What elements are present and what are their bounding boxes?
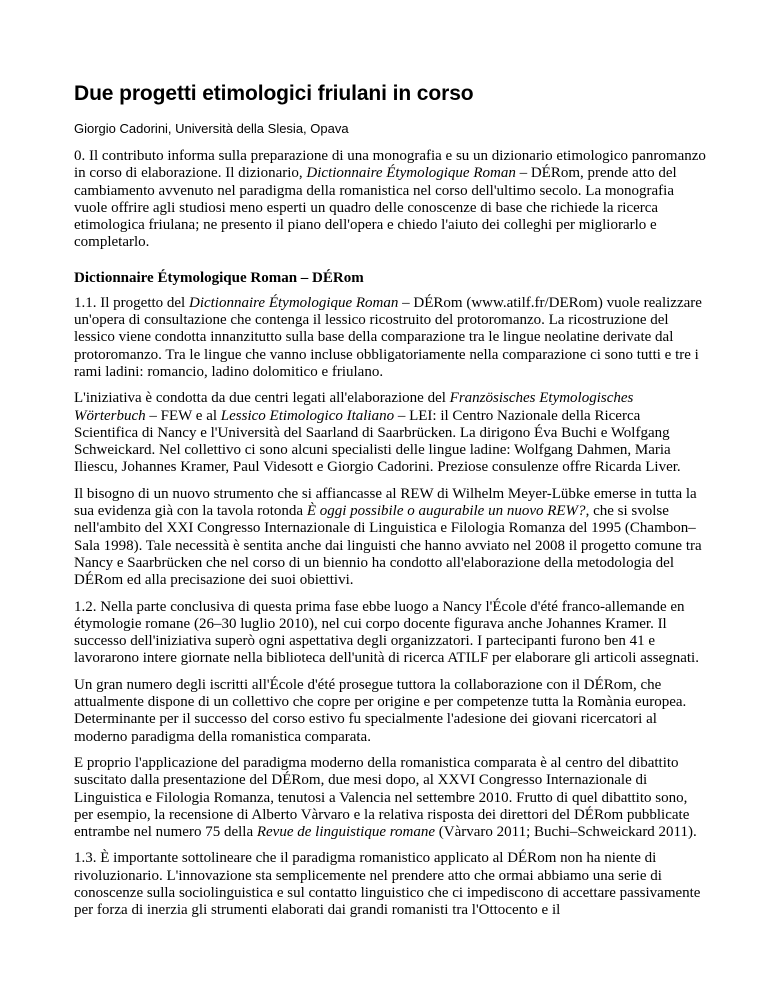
paragraph-need [74,486,706,590]
text-run: E proprio l'applicazione del paradigma moderno della romanistica comparata è al centro del dibattito suscitato dalla presentazione del DÉRom, due mesi dopo, al XXVI Congresso Internazionale di Linguistica e Filologia Romanza, tenutosi a Valencia nel settembre 2010. Frutto di quel dibattito sono, per esempio, la recensione di Alberto Vàrvaro e la relativa risposta dei direttori del DÉRom pubblicate entrambe nel numero 75 della [74,754,690,841]
paragraph-initiative [74,390,706,476]
text-run: – DÉRom, prende atto del cambiamento avvenuto nel paradigma della romanistica nel corso dell'ultimo secolo. La monografia vuole offrire agli studiosi meno esperti un quadro delle conoscenze di base che richiede la ricerca etimologica friulana; ne presento il piano dell'opera e chiedo l'aiuto dei colleghi per migliorarlo e completarlo. [74,165,677,251]
paragraph-1-1 [74,295,706,381]
paragraph-1-3: 1.3. È importante sottolineare che il paradigma romanistico applicato al DÉRom non ha niente di rivoluzionario. L'innovazione sta semplicemente nel prendere atto che ormai abbiamo una serie di conoscenze sulla sociolinguistica e sul contatto linguistico che ci impediscono di accettare passivamente per forza di inerzia gli strumenti elaborati dai grandi romanisti tra l'Ottocento e il [74,850,701,919]
text-run: L'iniziativa è condotta da due centri legati all'elaborazione del [74,390,450,407]
italic-title: Dictionnaire Étymologique Roman [188,294,399,311]
italic-title: Dictionnaire Étymologique Roman [306,165,516,182]
text-run: Il bisogno di un nuovo strumento che si affiancasse al REW di Wilhelm Meyer-Lübke emerse in tutta la sua evidenza già con la tavola rotonda [74,485,697,520]
text-run: (Vàrvaro 2011; Buchi–Schweickard 2011). [435,824,697,841]
document-body [74,148,706,929]
paragraph-intro [74,148,706,252]
author-line: Giorgio Cadorini, Università della Slesia, Opava [74,121,349,136]
italic-title: Französisches Etymologisches Wörterbuch [74,390,634,424]
italic-title: Revue de linguistique romane [256,824,436,841]
text-run: – DÉRom (www.atilf.fr/DERom) vuole realizzare un'opera di consultazione che contenga il lessico ricostruito del protoromanzo. La ricostruzione del lessico viene condotta innanzitutto sulla base della comparazione tra le lingue neolatine derivate dal protoromanzo. Tra le lingue che vanno incluse obbligatoriamente nella comparazione ci sono tutti e tre i rami ladini: romancio, ladino dolomitico e friulano. [74,294,702,380]
document-title: Due progetti etimologici friulani in corso [74,82,474,105]
paragraph-1-2: 1.2. Nella parte conclusiva di questa prima fase ebbe luogo a Nancy l'École d'été franco-allemande en étymologie romane (26–30 luglio 2010), nel cui corpo docente figurava anche Johannes Kramer. Il successo dell'iniziativa superò ogni aspettativa degli organizzatori. I partecipanti furono ben 41 e lavorarono intere giornate nella biblioteca dell'unità di ricerca ATILF per elaborare gli articoli assegnati. [74,598,699,667]
text-run: – FEW e al [145,407,221,424]
text-run: , che si svolse nell'ambito del XXI Congresso Internazionale di Linguistica e Filologia Romanza del 1995 (Chambon–Sala 1998). Tale necessità è sentita anche dai linguisti che hanno avviato nel 2008 il progetto comune tra Nancy e Saarbrücken che nel corso di un biennio ha condotto all'elaborazione della metodologia del DÉRom ed alla precisazione dei suoi obiettivi. [74,503,702,589]
section-heading: Dictionnaire Étymologique Roman – DÉRom [74,269,364,286]
text-run: 0. Il contributo informa sulla preparazione di una monografia e su un dizionario etimologico panromanzo in corso di elaborazione. Il dizionario, [74,148,706,182]
paragraph-ecole: Un gran numero degli iscritti all'École d'été prosegue tuttora la collaborazione con il DÉRom, che attualmente dispone di un collettivo che copre per origine e per competenze tutta la Romània europea. Determinante per il successo del corso estivo fu specialmente l'adesione dei giovani ricercatori al moderno paradigma della romanistica comparata. [74,676,687,745]
text-run: 1.1. Il progetto del [74,294,189,311]
paragraph-debate [74,755,706,841]
italic-title: È oggi possibile o augurabile un nuovo REW? [306,503,586,520]
italic-title: Lessico Etimologico Italiano [220,407,395,424]
text-run: – LEI: il Centro Nazionale della Ricerca Scientifica di Nancy e l'Università del Saarland di Saarbrücken. La dirigono Éva Buchi e Wolfgang Schweickard. Nel collettivo ci sono alcuni specialisti delle lingue ladine: Wolfgang Dahmen, Maria Iliescu, Johannes Kramer, Paul Videsott e Giorgio Cadorini. Preziose consulenze offre Ricarda Liver. [74,407,681,476]
